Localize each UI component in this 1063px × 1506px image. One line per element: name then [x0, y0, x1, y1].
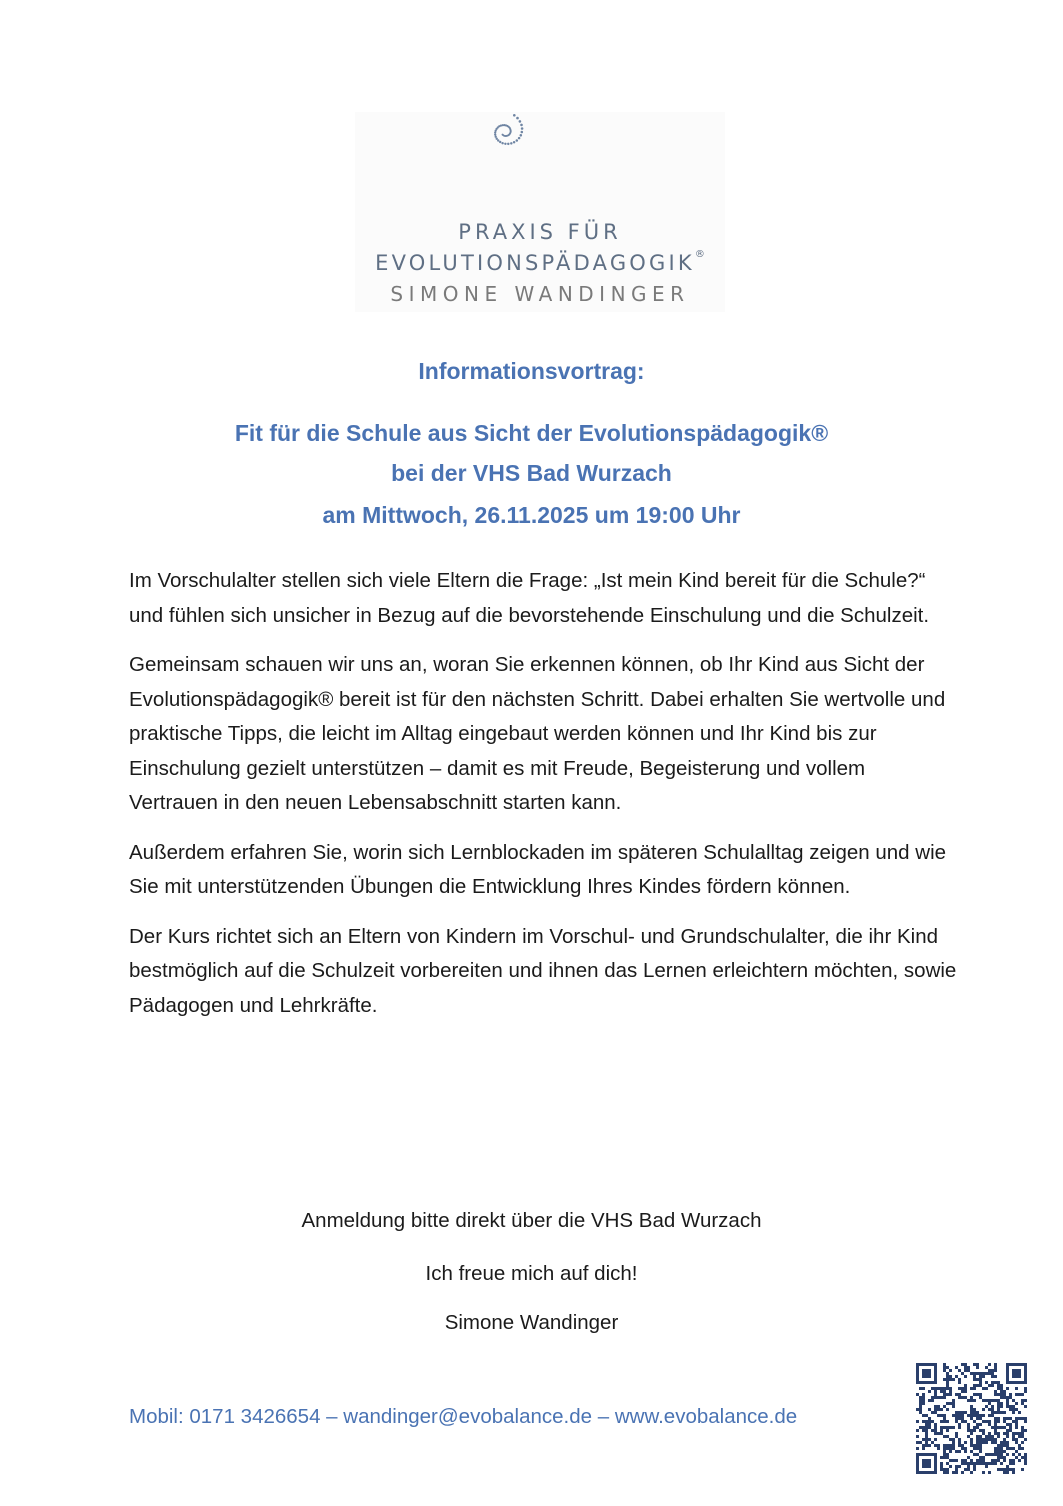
logo-line-praxis: PRAXIS FÜR — [458, 220, 622, 244]
paragraph-2: Gemeinsam schauen wir uns an, woran Sie erkennen können, ob Ihr Kind aus Sicht der Evolutionspädagogik® bereit ist für den nächsten Schritt. Dabei erhalten Sie wertvolle und praktische Tipps, die leicht im Alltag eingebaut werden können und Ihr Kind bis zur Einschulung gezielt unterstützen – damit es mit Freude, Begeisterung und vollem Vertrauen in den neuen Lebensabschnitt starten kann. — [129, 653, 946, 814]
paragraph-3: Außerdem erfahren Sie, worin sich Lernblockaden im späteren Schulalltag zeigen und wie Sie mit unterstützenden Übungen die Entwicklung Ihres Kindes fördern können. — [129, 840, 947, 898]
signature: Simone Wandinger — [444, 1311, 619, 1334]
body-text — [129, 564, 959, 1038]
heading-title-line2: bei der VHS Bad Wurzach — [391, 460, 672, 486]
dotted-spiral-icon — [465, 112, 615, 202]
heading-title-line3: am Mittwoch, 26.11.2025 um 19:00 Uhr — [322, 502, 741, 528]
contact-footer: Mobil: 0171 3426654 – wandinger@evobalance.de – www.evobalance.de — [129, 1405, 798, 1428]
registered-mark: ® — [694, 249, 705, 260]
practice-logo — [355, 112, 725, 312]
qr-code-icon — [916, 1363, 1027, 1474]
logo-line-evolutionspaedagogik-text: EVOLUTIONSPÄDAGOGIK — [375, 251, 695, 275]
paragraph-4: Der Kurs richtet sich an Eltern von Kindern im Vorschul- und Grundschulalter, die ihr Kind bestmöglich auf die Schulzeit vorbereiten und ihnen das Lernen erleichtern möchten, sowie Pädagogen und Lehrkräfte. — [129, 924, 957, 1017]
logo-line-name: SIMONE WANDINGER — [390, 282, 690, 306]
heading-intro: Informationsvortrag: — [418, 358, 645, 384]
registration-note: Anmeldung bitte direkt über die VHS Bad Wurzach — [301, 1209, 762, 1232]
logo-line-evolutionspaedagogik — [355, 251, 725, 275]
heading-title-line1: Fit für die Schule aus Sicht der Evolutionspädagogik® — [234, 420, 829, 446]
paragraph-1: Im Vorschulalter stellen sich viele Eltern die Frage: „Ist mein Kind bereit für die Schule?“ und fühlen sich unsicher in Bezug auf die bevorstehende Einschulung und die Schulzeit. — [129, 569, 930, 627]
greeting: Ich freue mich auf dich! — [425, 1262, 638, 1285]
